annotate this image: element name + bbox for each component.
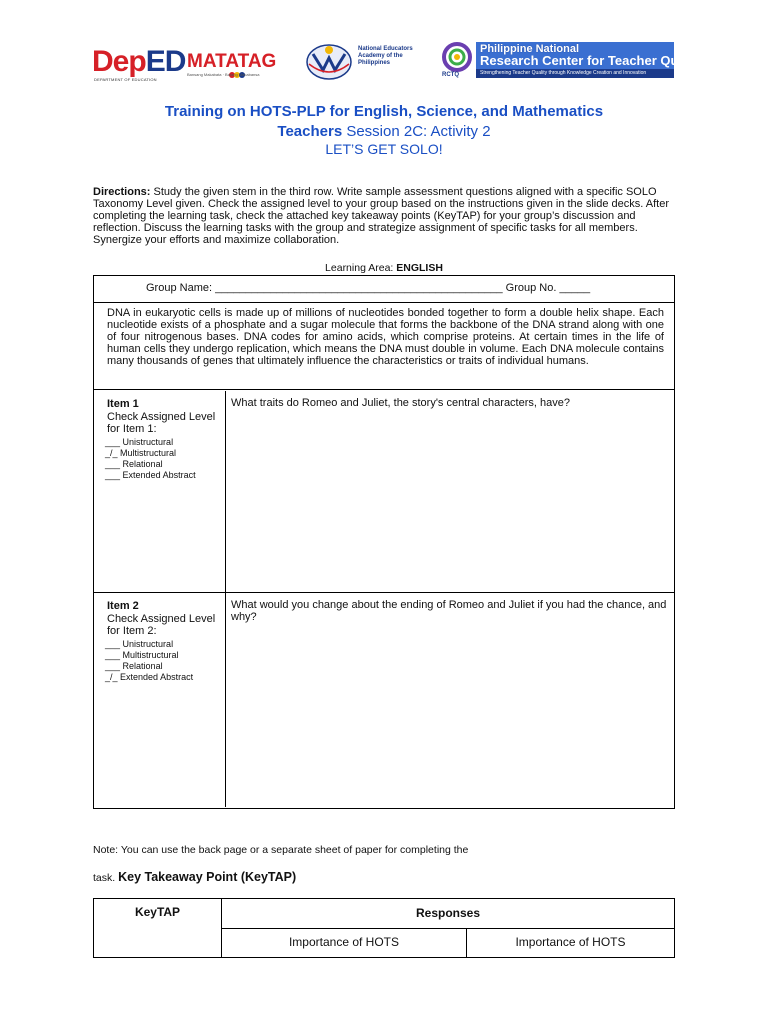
item-2-option-multistructural[interactable] — [105, 650, 193, 661]
directions-text: Study the given stem in the third row. Write sample assessment questions aligned with a specific SOLO Taxonomy Level given. Check the assigned level to your group based on the instructions given in the slide decks. After completing the learning task, check the attached key takeaway points (KeyTAP) for your group’s discussion and reflection. Discuss the learning tasks with the group and strategize assignment of specific tasks for all members. Synergize your efforts and maximize collaboration. — [93, 186, 670, 246]
stem-text: DNA in eukaryotic cells is made up of millions of nucleotides bonded together to form a double helix shape. Each nucleotide exists of a phosphate and a sugar molecule that forms the backbone of the DNA strand along with one of four nitrogenous bases. DNA codes for amino acids, which comprise proteins. At certain times in the life of human cells they undergo replication, which means the DNA must double in volume. Each DNA molecule contains many thousands of genes that ultimately influence the characteristics or traits of individual humans. — [107, 307, 664, 367]
learning-area-label: Learning Area: — [325, 262, 397, 274]
rctq-badge: RCTQ — [442, 72, 459, 78]
stem-row — [94, 303, 674, 390]
page-title: Training on HOTS-PLP for English, Science, and Mathematics — [164, 103, 604, 120]
option-mark[interactable]: ___ — [105, 459, 121, 469]
option-label: Extended Abstract — [120, 672, 194, 682]
option-mark[interactable]: ___ — [105, 437, 121, 447]
option-mark[interactable]: ___ — [105, 639, 121, 649]
keytap-column-header — [94, 899, 222, 957]
keytap-heading-prefix: task. — [93, 872, 119, 884]
item-1-options — [105, 437, 196, 481]
nea-logo — [303, 40, 418, 86]
learning-area — [0, 262, 768, 274]
item-1-option-multistructural[interactable] — [105, 448, 196, 459]
rctq-logo — [440, 42, 705, 84]
rctq-line1: Philippine National — [480, 43, 580, 55]
item-1-option-unistructural[interactable] — [105, 437, 196, 448]
deped-logo-ed: ED — [145, 45, 186, 78]
nea-logo-text: National Educators Academy of the Philippines — [358, 46, 413, 66]
option-mark[interactable]: _/_ — [105, 448, 118, 458]
learning-area-value: ENGLISH — [396, 262, 443, 274]
option-label: Unistructural — [122, 437, 174, 447]
item-2-option-extended-abstract[interactable] — [105, 672, 193, 683]
item-2-check-instruction: Check Assigned Level for Item 2: — [107, 613, 216, 637]
option-mark[interactable]: _/_ — [105, 672, 118, 682]
option-label: Extended Abstract — [122, 470, 196, 480]
option-mark[interactable]: ___ — [105, 470, 121, 480]
item-2-option-unistructural[interactable] — [105, 639, 193, 650]
item-1-label: Item 1 — [107, 398, 139, 410]
rctq-tagline: Strengthening Teacher Quality through Knowledge Creation and Innovation — [480, 70, 647, 76]
rctq-line2: Research Center for Teacher Quality — [480, 53, 705, 68]
item-2-level-cell — [94, 593, 226, 807]
option-mark[interactable]: ___ — [105, 661, 121, 671]
directions-label: Directions: — [93, 186, 151, 198]
directions — [93, 186, 676, 246]
option-label: Unistructural — [122, 639, 174, 649]
item-2-label: Item 2 — [107, 600, 139, 612]
item-1-question[interactable]: What traits do Romeo and Juliet, the story's central characters, have? — [231, 397, 570, 409]
note-text: Note: You can use the back page or a separate sheet of paper for completing the — [93, 844, 469, 856]
nea-emblem-icon — [303, 40, 355, 84]
matatag-logo — [187, 52, 287, 82]
group-name-field[interactable]: Group Name: _______________________________________________ Group No. _____ — [146, 282, 591, 294]
keytap-heading — [93, 870, 296, 884]
keytap-heading-title: Key Takeaway Point (KeyTAP) — [118, 870, 297, 884]
responses-header: Responses — [222, 899, 674, 929]
option-label: Multistructural — [122, 650, 179, 660]
item-1-check-instruction: Check Assigned Level for Item 1: — [107, 411, 216, 435]
item-2-question[interactable]: What would you change about the ending of Romeo and Juliet if you had the chance, and why? — [231, 599, 667, 623]
option-label: Multistructural — [120, 448, 177, 458]
option-mark[interactable]: ___ — [105, 650, 121, 660]
matatag-logo-sub: Bansang Makabata · Batang Makabansa — [187, 72, 260, 77]
item-1-level-cell — [94, 391, 226, 592]
item-1-option-extended-abstract[interactable] — [105, 470, 196, 481]
rctq-banner — [476, 42, 705, 78]
keytap-column-label: KeyTAP — [134, 905, 181, 919]
page-subtitle-rest: Session 2C: Activity 2 — [342, 123, 491, 140]
activity-title: LET’S GET SOLO! — [325, 141, 443, 157]
deped-logo — [92, 45, 186, 83]
keytap-cell-1[interactable]: Importance of HOTS — [222, 929, 467, 957]
keytap-table — [93, 898, 675, 958]
deped-logo-sub: DEPARTMENT OF EDUCATION — [94, 77, 157, 82]
deped-logo-dep: Dep — [92, 45, 146, 78]
item-2-option-relational[interactable] — [105, 661, 193, 672]
group-row — [94, 276, 674, 303]
keytap-cell-2[interactable]: Importance of HOTS — [515, 935, 626, 949]
item-2-row — [94, 593, 674, 807]
page-subtitle — [0, 123, 768, 140]
page-subtitle-bold: Teachers — [277, 123, 343, 140]
activity-table — [93, 275, 675, 809]
option-label: Relational — [122, 459, 163, 469]
item-1-row — [94, 391, 674, 593]
matatag-logo-text: MATATAG — [187, 51, 277, 72]
option-label: Relational — [122, 661, 163, 671]
item-2-options — [105, 639, 193, 683]
item-1-option-relational[interactable] — [105, 459, 196, 470]
